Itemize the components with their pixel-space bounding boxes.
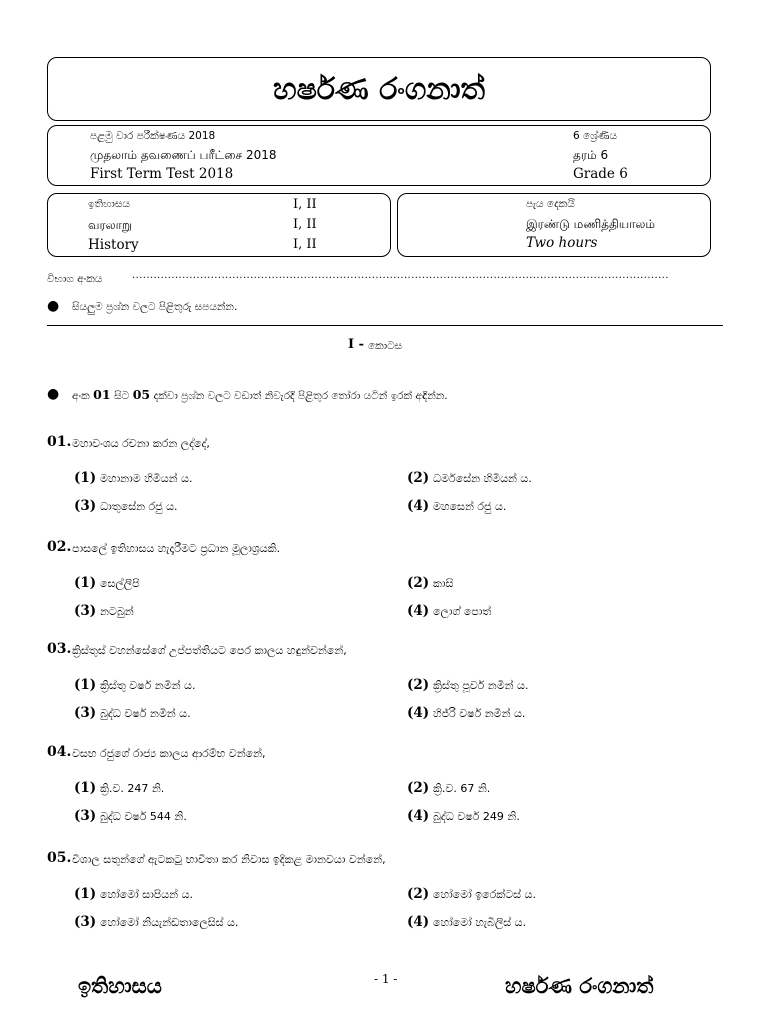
- duration-tamil: இரண்டு மணித்தியாலம்: [526, 217, 655, 231]
- divider: [47, 325, 723, 326]
- page-title: හර්ෂණ රංගනාත්: [273, 71, 485, 107]
- title-box: [47, 57, 711, 121]
- option-number: (1): [74, 677, 97, 693]
- footer-author: හර්ෂණ රංගනාත්: [505, 974, 654, 998]
- part-instruction-prefix: අංක: [72, 390, 90, 402]
- option-text[interactable]: බුද්ධ වර්ෂ 249 නි.: [433, 810, 520, 823]
- option-number: (4): [407, 705, 430, 721]
- part-instruction-to: 05: [132, 387, 151, 402]
- footer-subject: ඉතිහාසය: [78, 974, 162, 998]
- part-instruction: [72, 387, 448, 403]
- option-number: (3): [74, 603, 97, 619]
- option-number: (1): [74, 575, 97, 591]
- subject-sinhala: ඉතිහාසය: [88, 198, 130, 210]
- option-text[interactable]: ක්‍රි.ව. 67 නි.: [433, 782, 491, 795]
- question-number: 04.: [47, 744, 72, 760]
- option-text[interactable]: ක්‍රිස්තු පූර්ව නමින් ය.: [433, 679, 529, 692]
- test-name-tamil: முதலாம் தவணைப் பரீட்சை 2018: [90, 148, 277, 162]
- question-number: 02.: [47, 539, 72, 555]
- option-text[interactable]: ක්‍රිස්තු වර්ෂ නමින් ය.: [100, 679, 196, 692]
- duration-box: [397, 193, 711, 257]
- part-instruction-from: 01: [93, 387, 111, 402]
- option-number: (2): [407, 470, 430, 486]
- option-text[interactable]: ලොග් පොත්: [433, 605, 492, 618]
- question-text: මහාවංශය රචනා කරන ලද්දේ,: [72, 437, 210, 450]
- question-number: 03.: [47, 641, 72, 657]
- question-text: වසභ රජුගේ රාජ්‍ය කාලය ආරම්භ වන්නේ,: [72, 747, 266, 760]
- option-number: (2): [407, 780, 430, 796]
- grade-sinhala: 6 ශ්‍රේණිය: [573, 130, 618, 142]
- index-number-dots: ......................................................................................................................................................: [132, 270, 669, 281]
- subject-papers-english: I, II: [293, 237, 317, 252]
- option-text[interactable]: හිජ්රි වර්ෂ නමින් ය.: [433, 707, 526, 720]
- option-text[interactable]: හෝමෝ ඉරෙක්ටස් ය.: [433, 888, 536, 901]
- bullet-icon: ●: [47, 298, 60, 314]
- grade-english: Grade 6: [573, 166, 628, 182]
- subject-box: [47, 193, 391, 257]
- option-text[interactable]: හෝමෝ නියැන්ඩතාලෙසිස් ය.: [100, 916, 239, 929]
- part-instruction-suffix: දක්වා ප්‍රශ්න වලට වඩාත් නිවැරදි පිළිතුර තෝරා යටින් ඉරක් අඳින්න.: [153, 390, 448, 402]
- question-text: පාසලේ ඉතිහාසය හැදෑරීමට ප්‍රධාන මූලාශ්‍රයකි.: [72, 542, 281, 555]
- option-number: (3): [74, 914, 97, 930]
- subject-papers-sinhala: I, II: [293, 197, 317, 212]
- subject-papers-tamil: I, II: [293, 217, 317, 232]
- question-text: ක්‍රිස්තුස් වහන්සේගේ උප්පත්තියට පෙර කාලය හඳුන්වන්නේ,: [72, 644, 347, 657]
- option-number: (1): [74, 886, 97, 902]
- option-text[interactable]: නටබුන්: [100, 605, 134, 618]
- question-text: විශාල සතුන්ගේ ඇටකටු භාවිතා කර නිවාස ඉදිකළ මානවයා වන්නේ,: [72, 853, 386, 866]
- option-text[interactable]: මහානාම හිමියන් ය.: [100, 472, 193, 485]
- option-number: (4): [407, 603, 430, 619]
- option-number: (3): [74, 808, 97, 824]
- option-text[interactable]: ධර්මසේන හිමියන් ය.: [433, 472, 532, 485]
- option-text[interactable]: සෙල්ලිපි: [100, 577, 140, 590]
- option-number: (3): [74, 705, 97, 721]
- question-number: 05.: [47, 850, 72, 866]
- index-number-label: විභාග අංකය: [47, 273, 103, 285]
- option-number: (2): [407, 677, 430, 693]
- subject-english: History: [88, 237, 139, 253]
- duration-sinhala: පැය දෙකයි: [526, 198, 575, 210]
- bullet-icon: ●: [47, 386, 60, 402]
- option-text[interactable]: ධාතුසේන රජු ය.: [100, 500, 178, 513]
- test-name-english: First Term Test 2018: [90, 166, 234, 182]
- option-text[interactable]: මහසෙන් රජු ය.: [433, 500, 507, 513]
- duration-english: Two hours: [526, 235, 598, 251]
- option-number: (4): [407, 498, 430, 514]
- option-number: (2): [407, 575, 430, 591]
- option-number: (2): [407, 886, 430, 902]
- part-number: I -: [348, 337, 365, 352]
- option-text[interactable]: කාසි: [433, 577, 454, 590]
- option-number: (4): [407, 914, 430, 930]
- instruction-answer-all: සියලුම ප්‍රශ්න වලට පිළිතුරු සපයන්න.: [72, 301, 238, 313]
- option-number: (4): [407, 808, 430, 824]
- option-number: (1): [74, 780, 97, 796]
- subject-tamil: வரலாறு: [88, 218, 132, 232]
- option-number: (1): [74, 470, 97, 486]
- option-text[interactable]: බුද්ධ වර්ෂ 544 නි.: [100, 810, 187, 823]
- option-text[interactable]: හෝමෝ හැබිලිස් ය.: [433, 916, 527, 929]
- part-label: කොටස: [368, 340, 403, 352]
- grade-tamil: தரம் 6: [573, 148, 609, 162]
- test-name-sinhala: පළමු වාර පරීක්ෂණය 2018: [90, 130, 216, 142]
- option-text[interactable]: ක්‍රි.ව. 247 නි.: [100, 782, 165, 795]
- page-number: - 1 -: [374, 972, 398, 986]
- option-text[interactable]: හෝමෝ සාපියන් ය.: [100, 888, 194, 901]
- question-number: 01.: [47, 434, 72, 450]
- option-number: (3): [74, 498, 97, 514]
- option-text[interactable]: බුද්ධ වර්ෂ නමින් ය.: [100, 707, 191, 720]
- test-info-box: [47, 125, 711, 186]
- part-instruction-mid: සිට: [114, 390, 130, 402]
